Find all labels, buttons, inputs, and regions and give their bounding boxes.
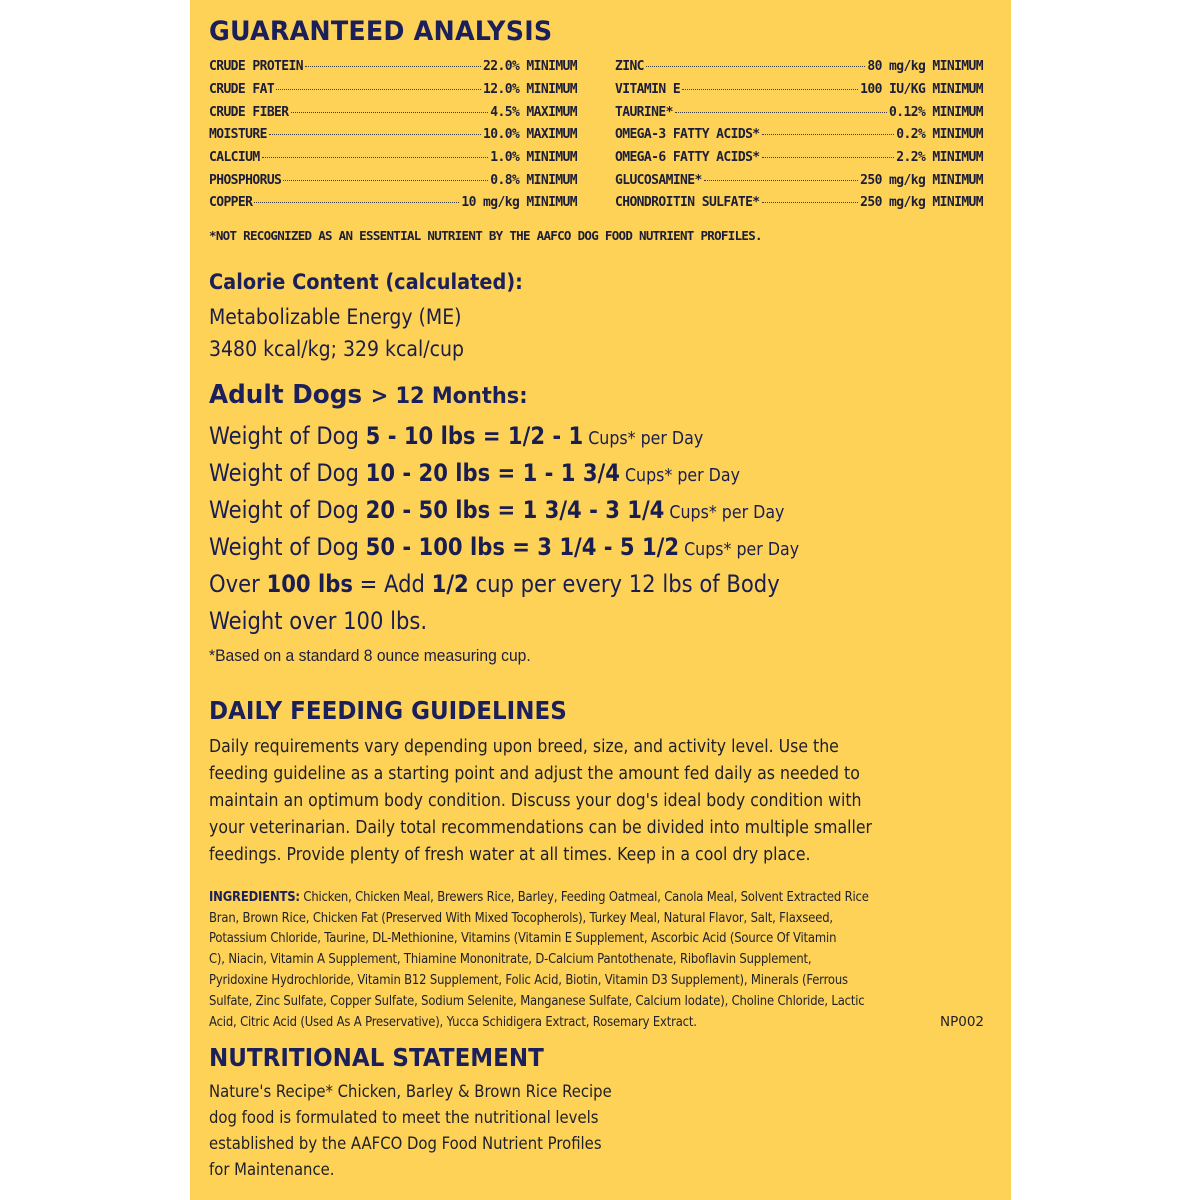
analysis-row: COPPER 10 mg/kg MINIMUM bbox=[209, 195, 577, 210]
analysis-row: CALCIUM 1.0% MINIMUM bbox=[209, 150, 577, 165]
analysis-row: OMEGA-6 FATTY ACIDS* 2.2% MINIMUM bbox=[615, 150, 983, 165]
analysis-row: ZINC 80 mg/kg MINIMUM bbox=[615, 59, 983, 74]
analysis-row: CRUDE PROTEIN 22.0% MINIMUM bbox=[209, 59, 577, 74]
adult-dogs-title: Adult Dogs > 12 Months: bbox=[209, 380, 528, 410]
feeding-row-over-100-cont: Weight over 100 lbs. bbox=[209, 607, 428, 635]
measuring-cup-footnote: *Based on a standard 8 ounce measuring cup. bbox=[209, 646, 531, 665]
analysis-row: PHOSPHORUS 0.8% MINIMUM bbox=[209, 173, 577, 188]
guaranteed-analysis-title: GUARANTEED ANALYSIS bbox=[209, 16, 553, 47]
analysis-row: MOISTURE 10.0% MAXIMUM bbox=[209, 127, 577, 142]
analysis-row: TAURINE* 0.12% MINIMUM bbox=[615, 105, 983, 120]
calorie-values: 3480 kcal/kg; 329 kcal/cup bbox=[209, 337, 464, 361]
feeding-row: Weight of Dog 5 - 10 lbs = 1/2 - 1 Cups* per Day bbox=[209, 422, 704, 450]
calorie-content-title: Calorie Content (calculated): bbox=[209, 270, 523, 294]
analysis-row: OMEGA-3 FATTY ACIDS* 0.2% MINIMUM bbox=[615, 127, 983, 142]
feeding-row: Weight of Dog 20 - 50 lbs = 1 3/4 - 3 1/4 Cups* per Day bbox=[209, 496, 785, 524]
feeding-row: Weight of Dog 50 - 100 lbs = 3 1/4 - 5 1/2 Cups* per Day bbox=[209, 533, 800, 561]
analysis-footnote: *NOT RECOGNIZED AS AN ESSENTIAL NUTRIENT BY THE AAFCO DOG FOOD NUTRIENT PROFILES. bbox=[209, 228, 762, 243]
feeding-row-over-100: Over 100 lbs = Add 1/2 cup per every 12 lbs of Body bbox=[209, 570, 780, 598]
ingredients-label: INGREDIENTS: bbox=[209, 889, 300, 905]
analysis-row: CRUDE FIBER 4.5% MAXIMUM bbox=[209, 105, 577, 120]
product-code: NP002 bbox=[940, 1014, 985, 1030]
calorie-energy-label: Metabolizable Energy (ME) bbox=[209, 305, 462, 329]
analysis-row: VITAMIN E 100 IU/KG MINIMUM bbox=[615, 82, 983, 97]
feeding-row: Weight of Dog 10 - 20 lbs = 1 - 1 3/4 Cups* per Day bbox=[209, 459, 740, 487]
daily-feeding-title: DAILY FEEDING GUIDELINES bbox=[209, 696, 567, 725]
analysis-row: CHONDROITIN SULFATE* 250 mg/kg MINIMUM bbox=[615, 195, 983, 210]
analysis-row: GLUCOSAMINE* 250 mg/kg MINIMUM bbox=[615, 173, 983, 188]
analysis-row: CRUDE FAT 12.0% MINIMUM bbox=[209, 82, 577, 97]
nutritional-statement-title: NUTRITIONAL STATEMENT bbox=[209, 1043, 544, 1072]
